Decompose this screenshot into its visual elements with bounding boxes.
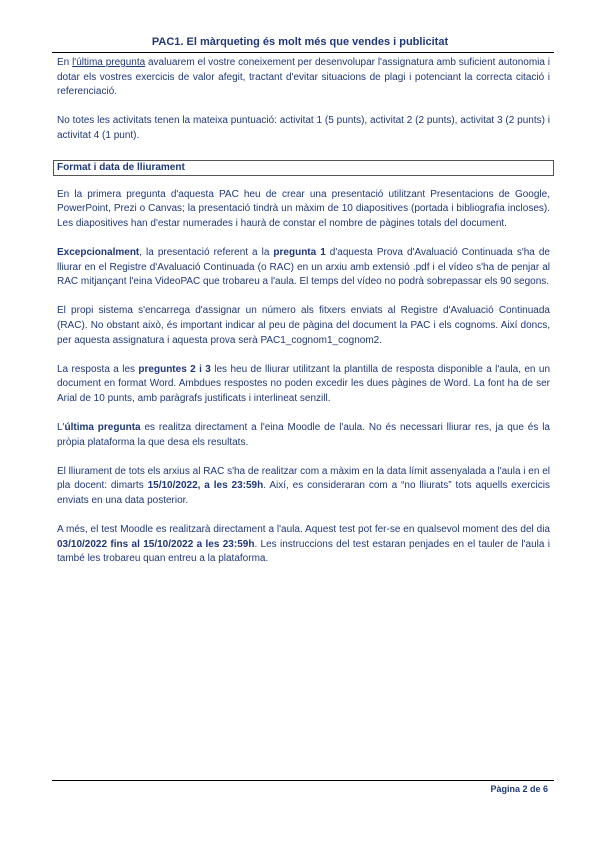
format-paragraph-1: En la primera pregunta d'aquesta PAC heu de crear una presentació utilitzant Presentacions de Google, PowerPoint, Prezi o Canvas; la presentació tindrà un màxim de 10 diapositives (portada i bibliografia incloses). Les diapositives han d'estar numerades i haurà de constar el nombre de pàgines totals del document. bbox=[57, 188, 550, 229]
intro-paragraph-2: No totes les activitats tenen la mateixa puntuació: activitat 1 (5 punts), activitat 2 (2 punts), activitat 3 (2 punts) i activitat 4 (1 punt). bbox=[57, 115, 550, 141]
footer-rule bbox=[52, 780, 554, 781]
page-number: Pàgina 2 de 6 bbox=[490, 784, 548, 794]
format-paragraph-7: A més, el test Moodle es realitzarà directament a l'aula. Aquest test pot fer-se en qualsevol moment des del dia 03/10/2022 fins al 15/10/2022 a les 23:59h. Les instruccions del test estaran penjades en el tauler de l'aula i també les trobareu quan entreu a la plataforma. bbox=[57, 524, 550, 565]
format-paragraph-5: L'última pregunta es realitza directament a l'eina Moodle de l'aula. No és necessari lliurar res, ja que és la pròpia plataforma la que desa els resultats. bbox=[57, 422, 550, 448]
intro-paragraph-1: En l'última pregunta avaluarem el vostre coneixement per desenvolupar l'assignatura amb suficient autonomia i dotar els vostres exercicis de valor afegit, tractant d'evitar situacions de plagi i potenciant la correcta citació i referenciació. bbox=[57, 57, 550, 98]
section-heading-box bbox=[53, 160, 554, 176]
format-paragraph-6: El lliurament de tots els arxius al RAC s'ha de realitzar com a màxim en la data límit assenyalada a l'aula i en el pla docent: dimarts 15/10/2022, a les 23:59h. Així, es consideraran com a “no lliurats” tots aquells exercicis enviats en una data posterior. bbox=[57, 465, 550, 507]
underlined-phrase: l'última pregunta bbox=[72, 57, 146, 68]
format-paragraph-3: El propi sistema s'encarrega d'assignar un número als fitxers enviats al Registre d'Avaluació Continuada (RAC). No obstant això, és important indicar al peu de pàgina del document la PAC i els cognoms. Així doncs, per aquesta assignatura i aquesta prova serà PAC1_cognom1_cognom2. bbox=[57, 305, 550, 346]
format-paragraph-4: La resposta a les preguntes 2 i 3 les heu de lliurar utilitzant la plantilla de resposta disponible a l'aula, en un document en format Word. Ambdues respostes no poden excedir les dues pàgines de Word. La font ha de ser Arial de 10 punts, amb paràgrafs justificats i interlineat senzill. bbox=[57, 363, 551, 404]
format-paragraph-2: Excepcionalment, la presentació referent a la pregunta 1 d'aquesta Prova d'Avaluació Continuada s'ha de lliurar en el Registre d'Avaluació Continuada (o RAC) en un arxiu amb extensió .pdf i el vídeo s'ha de penjar al RAC mitjançant l'eina VideoPAC que trobareu a l'aula. El temps del vídeo no podrà sobrepassar els 90 segons. bbox=[57, 246, 550, 288]
section-heading: Format i data de lliurament bbox=[57, 161, 185, 173]
document-body bbox=[57, 56, 550, 567]
page-header-title: PAC1. El màrqueting és molt més que vendes i publicitat bbox=[151, 36, 449, 48]
header-rule bbox=[52, 52, 554, 53]
